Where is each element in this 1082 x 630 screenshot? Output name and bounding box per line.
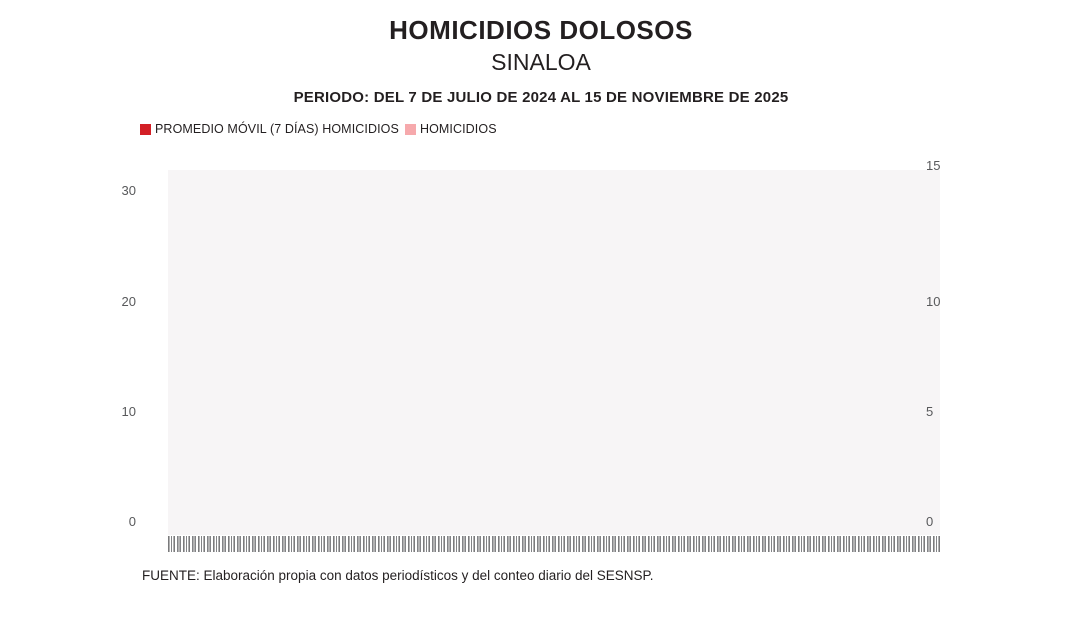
axis-left-tick-30: 30 [121,183,136,198]
x-axis-date-labels [168,536,940,552]
legend-item-promedio-movil [140,122,399,136]
chart-canvas [140,160,940,535]
axis-left-tick-0: 0 [128,514,136,529]
title-block [0,16,1082,106]
source-note: FUENTE: Elaboración propia con datos periodísticos y del conteo diario del SESNSP. [142,568,654,583]
legend-label: PROMEDIO MÓVIL (7 DÍAS) HOMICIDIOS [155,122,399,136]
period-label: PERIODO: DEL 7 DE JULIO DE 2024 AL 15 DE NOVIEMBRE DE 2025 [293,88,789,106]
axis-right-tick-5: 5 [926,404,934,419]
axis-left-tick-20: 20 [121,294,136,309]
axis-right-tick-10: 10 [926,294,941,309]
legend-label: HOMICIDIOS [419,122,497,136]
axis-right-tick-0: 0 [926,514,934,529]
legend-item-homicidios [405,122,497,136]
chart-plot-area [140,160,940,535]
axis-left-tick-10: 10 [121,404,136,419]
legend-swatch-icon [140,124,151,135]
axis-right-tick-15: 15 [926,158,941,173]
page-subtitle: SINALOA [491,48,591,75]
legend-swatch-icon [405,124,416,135]
page-title: HOMICIDIOS DOLOSOS [389,15,693,45]
chart-legend [140,122,497,136]
